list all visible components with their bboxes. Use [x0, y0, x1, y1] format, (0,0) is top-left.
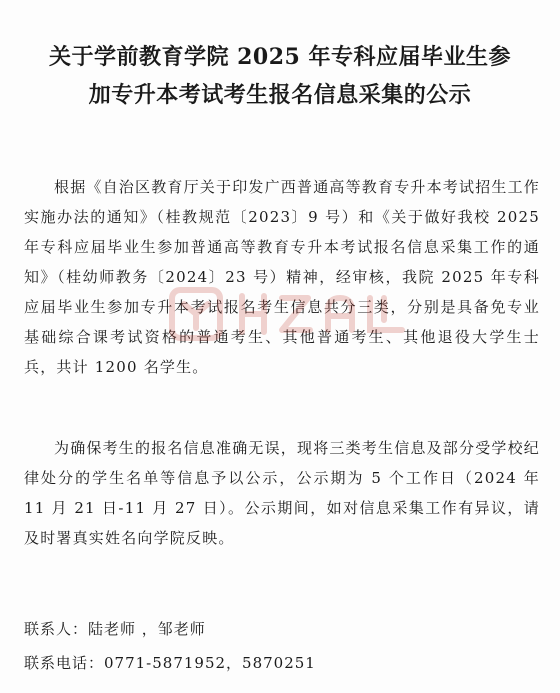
body-paragraph-2 — [24, 433, 540, 553]
body-paragraph-1 — [24, 172, 540, 382]
title-line-2: 加专升本考试考生报名信息采集的公示 — [88, 82, 472, 108]
title-line-1: 关于学前教育学院 2025 年专科应届毕业生参 — [48, 44, 512, 70]
paragraph-2-text: 为确保考生的报名信息准确无误，现将三类考生信息及部分受学校纪律处分的学生名单等信息予以公示，公示期为 5 个工作日（2024 年 11 月 21 日-11 月 27 日）。公示期间，如对信息采集工作有异议，请及时署真实姓名向学院反映。 — [24, 439, 541, 547]
paragraph-1-text: 根据《自治区教育厅关于印发广西普通高等教育专升本考试招生工作实施办法的通知》（桂教规范〔2023〕9 号）和《关于做好我校 2025 年专科应届毕业生参加普通高等教育专升本考试报名信息采集工作的通知》（桂幼师教务〔2024〕23 号）精神，经审核，我院 2025 年专科应届毕业生参加专升本考试报名考生信息共分三类，分别是具备免专业基础综合课考试资格的普通考生、其他普通考生、其他退役大学生士兵，共计 1200 名学生。 — [24, 178, 541, 376]
page-title — [20, 38, 540, 114]
contact-person: 联系人：陆老师 ，邹老师 — [24, 620, 206, 638]
contact-phone: 联系电话：0771-5871952，5870251 — [24, 654, 316, 672]
